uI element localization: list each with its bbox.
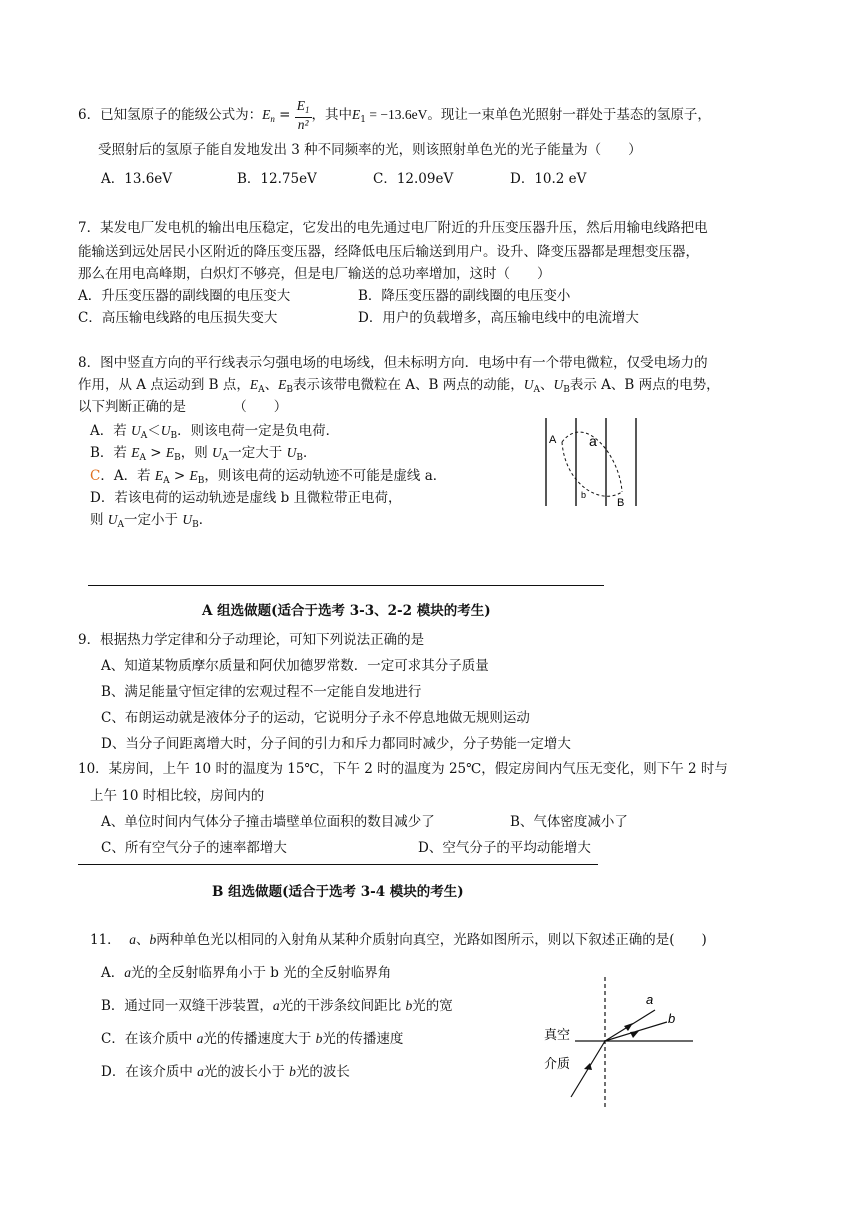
q10-option-a: A、单位时间内气体分子撞击墙壁单位面积的数目减少了	[101, 814, 435, 830]
q6-option-a: A．13.6eV	[101, 171, 173, 187]
q6-option-d: D．10.2 eV	[510, 171, 587, 187]
q9-option-d: D、当分子间距离增大时，分子间的引力和斥力都同时减少，分子势能一定增大	[101, 736, 571, 752]
q8-stem-line1: 8．图中竖直方向的平行线表示匀强电场的电场线，但未标明方向．电场中有一个带电微粒，仅受电场力的	[78, 355, 708, 371]
q8-option-d-line2: 则 $U_A$一定小于 $U_B$．	[90, 512, 213, 530]
q7-option-c: C．高压输电线路的电压损失变大	[78, 310, 278, 326]
q6-line2: 受照射后的氢原子能自发地发出 3 种不同频率的光，则该照射单色光的光子能量为（ ）	[98, 142, 642, 158]
q6-line1: 6．已知氢原子的能级公式为：$E_n$ = $\frac{E_1}{\text{n²}}$ ，其中$E_1 = -13.6eV$。现让一束单色光照射一群处于基态的氢原子，	[78, 98, 711, 132]
section-a-divider	[88, 585, 604, 586]
point-a-label: A	[549, 434, 557, 446]
q8-stem-line3: 以下判断正确的是 （ ）	[78, 399, 288, 415]
q8-field-diagram	[540, 416, 650, 510]
q7-option-a: A．升压变压器的副线圈的电压变大	[78, 288, 291, 304]
q9-stem: 9．根据热力学定律和分子动理论，可知下列说法正确的是	[78, 632, 425, 648]
q11-option-c: C．在该介质中 a光的传播速度大于 b光的传播速度	[101, 1031, 404, 1047]
q11-stem: 11． a、b两种单色光以相同的入射角从某种介质射向真空，光路如图所示，则以下叙述正确的是( )	[90, 932, 707, 948]
ray-a-label: a	[646, 992, 654, 1007]
q8-option-b: B．若 $E_A > E_B$，则 $U_A$一定大于 $U_B$．	[90, 445, 317, 463]
q6-option-b: B．12.75eV	[237, 171, 317, 187]
q9-option-a: A、知道某物质摩尔质量和阿伏加德罗常数．一定可求其分子质量	[101, 658, 489, 674]
q9-option-c: C、布朗运动就是液体分子的运动，它说明分子永不停息地做无规则运动	[101, 710, 530, 726]
q8-option-d-line1: D．若该电荷的运动轨迹是虚线 b 且微粒带正电荷，	[90, 490, 402, 506]
q7-stem-line1: 7．某发电厂发电机的输出电压稳定，它发出的电先通过电厂附近的升压变压器升压，然后用输电线路把电	[78, 220, 708, 236]
trajectory-b	[562, 442, 622, 496]
q11-option-d: D．在该介质中 a光的波长小于 b光的波长	[101, 1064, 350, 1080]
q9-option-b: B、满足能量守恒定律的宏观过程不一定能自发地进行	[101, 684, 422, 700]
q11-option-a: A．a光的全反射临界角小于 b 光的全反射临界角	[101, 965, 392, 981]
q8-option-a: A．若 $U_A<U_B$．则该电荷一定是负电荷．	[90, 423, 340, 441]
q11-option-b: B．通过同一双缝干涉装置，a光的干涉条纹间距比 b光的宽	[101, 998, 453, 1014]
q10-stem-line1: 10．某房间，上午 10 时的温度为 15℃，下午 2 时的温度为 25℃，假定房间内气压无变化，则下午 2 时与	[78, 761, 728, 777]
section-b-title: B 组选做题(适合于选考 3-4 模块的考生)	[212, 884, 464, 900]
curve-b-label: b	[581, 490, 587, 500]
q7-stem-line3: 那么在用电高峰期，白炽灯不够亮，但是电厂输送的总功率增加，这时（ ）	[78, 266, 551, 282]
medium-label: 介质	[544, 1056, 571, 1071]
q10-stem-line2: 上午 10 时相比较，房间内的	[90, 788, 265, 804]
curve-a-label: a	[589, 433, 597, 449]
q7-option-d: D．用户的负载增多，高压输电线中的电流增大	[358, 310, 639, 326]
q7-option-b: B．降压变压器的副线圈的电压变小	[358, 288, 571, 304]
q8-option-c: C．A．若 $E_A > E_B$，则该电荷的运动轨迹不可能是虚线 a．	[90, 468, 447, 486]
q10-option-b: B、气体密度减小了	[510, 814, 628, 830]
q8-stem-line2: 作用，从 A 点运动到 B 点，$E_A$、$E_B$表示该带电微粒在 A、B 两点的动能，$U_A$、$U_B$表示 A、B 两点的电势，	[78, 377, 720, 395]
point-b-label: B	[617, 497, 625, 509]
ray-a-arrow	[624, 1023, 633, 1031]
section-a-title: A 组选做题(适合于选考 3-3、2-2 模块的考生)	[202, 603, 491, 619]
q10-option-c: C、所有空气分子的速率都增大	[101, 840, 287, 856]
section-b-divider	[78, 864, 598, 865]
ray-b-label: b	[668, 1011, 676, 1026]
q6-option-c: C．12.09eV	[373, 171, 454, 187]
vacuum-label: 真空	[544, 1027, 571, 1042]
option-c-mark: C	[90, 468, 101, 484]
q10-option-d: D、空气分子的平均动能增大	[418, 840, 591, 856]
q11-refraction-diagram	[535, 975, 695, 1110]
energy-formula-fraction: $\frac{E_1}{\text{n²}}$	[296, 98, 310, 132]
ray-b-arrow	[630, 1031, 639, 1038]
q7-stem-line2: 能输送到远处居民小区附近的降压变压器，经降低电压后输送到用户。设升、降变压器都是理想变压器，	[78, 244, 699, 260]
